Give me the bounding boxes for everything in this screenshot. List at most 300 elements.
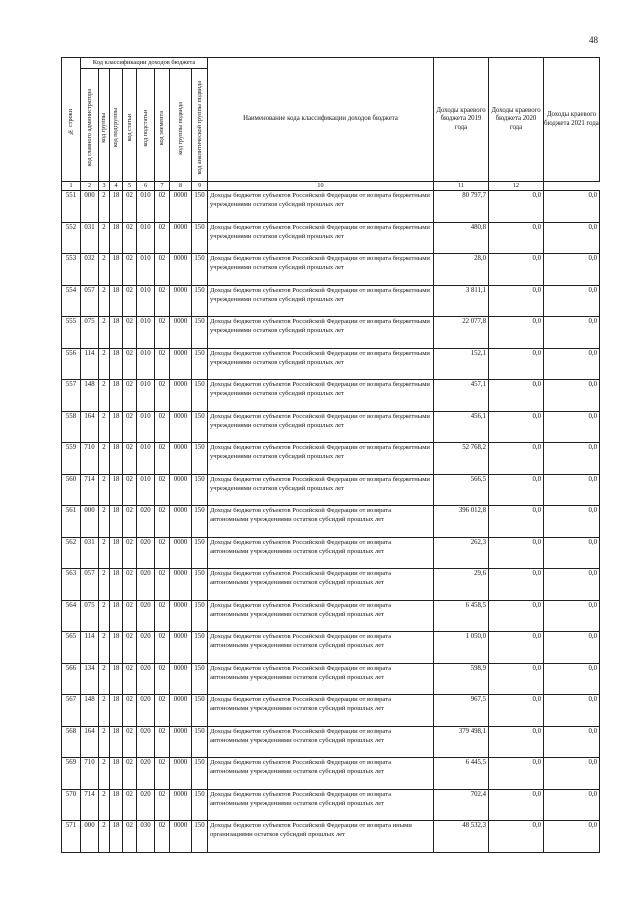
row-number-cell: 563 <box>62 569 81 601</box>
analytic-group-code-cell: 150 <box>192 537 208 569</box>
column-index-cell: 1 <box>62 182 81 191</box>
article-code-cell: 02 <box>123 411 137 443</box>
income-2020-cell: 0,0 <box>489 348 544 380</box>
subtype-group-code-cell: 0000 <box>170 537 192 569</box>
code-name-cell: Доходы бюджетов субъектов Российской Федерации от возврата бюджетными учреждениями остатков субсидий прошлых лет <box>208 474 434 506</box>
column-index-cell: 11 <box>434 182 489 191</box>
subgroup-code-cell: 18 <box>110 789 123 821</box>
income-2020-cell: 0,0 <box>489 821 544 853</box>
analytic-group-code-cell: 150 <box>192 380 208 412</box>
subtype-group-code-cell: 0000 <box>170 506 192 538</box>
row-number-cell: 569 <box>62 758 81 790</box>
column-index-cell: 12 <box>489 182 544 191</box>
subtype-group-code-cell: 0000 <box>170 695 192 727</box>
income-2019-cell: 457,1 <box>434 380 489 412</box>
row-number-cell: 554 <box>62 285 81 317</box>
income-2021-cell: 0,0 <box>544 285 600 317</box>
subtype-group-code-cell: 0000 <box>170 348 192 380</box>
subgroup-code-cell: 18 <box>110 663 123 695</box>
group-code-cell: 2 <box>99 695 110 727</box>
subarticle-code-cell: 010 <box>137 443 155 475</box>
article-code-cell: 02 <box>123 506 137 538</box>
analytic-group-code-cell: 150 <box>192 663 208 695</box>
subgroup-code-cell: 18 <box>110 317 123 349</box>
subarticle-code-cell: 010 <box>137 411 155 443</box>
subtype-group-code-cell: 0000 <box>170 411 192 443</box>
column-index-cell: 7 <box>155 182 170 191</box>
subtype-group-code-cell: 0000 <box>170 222 192 254</box>
row-number-cell: 568 <box>62 726 81 758</box>
code-name-cell: Доходы бюджетов субъектов Российской Федерации от возврата автономными учреждениями остатков субсидий прошлых лет <box>208 695 434 727</box>
income-2021-cell: 0,0 <box>544 600 600 632</box>
income-2020-cell: 0,0 <box>489 632 544 664</box>
analytic-group-code-cell: 150 <box>192 695 208 727</box>
income-2021-cell: 0,0 <box>544 789 600 821</box>
subarticle-code-cell: 010 <box>137 474 155 506</box>
element-code-cell: 02 <box>155 443 170 475</box>
income-2020-cell: 0,0 <box>489 474 544 506</box>
article-code-cell: 02 <box>123 695 137 727</box>
income-2021-cell: 0,0 <box>544 474 600 506</box>
table-row <box>62 663 600 695</box>
admin-code-cell: 075 <box>81 317 99 349</box>
subarticle-code-cell: 020 <box>137 758 155 790</box>
column-index-cell: 5 <box>123 182 137 191</box>
subarticle-code-cell: 020 <box>137 789 155 821</box>
article-code-cell: 02 <box>123 443 137 475</box>
table-row <box>62 726 600 758</box>
group-code-cell: 2 <box>99 537 110 569</box>
admin-code-cell: 710 <box>81 758 99 790</box>
subtype-group-code-cell: 0000 <box>170 758 192 790</box>
income-2020-cell: 0,0 <box>489 254 544 286</box>
code-name-cell: Доходы бюджетов субъектов Российской Федерации от возврата автономными учреждениями остатков субсидий прошлых лет <box>208 632 434 664</box>
header-subgroup-code: код подгруппы <box>110 69 123 182</box>
table-row <box>62 695 600 727</box>
code-name-cell: Доходы бюджетов субъектов Российской Федерации от возврата бюджетными учреждениями остатков субсидий прошлых лет <box>208 222 434 254</box>
subarticle-code-cell: 020 <box>137 537 155 569</box>
article-code-cell: 02 <box>123 789 137 821</box>
code-name-cell: Доходы бюджетов субъектов Российской Федерации от возврата бюджетными учреждениями остатков субсидий прошлых лет <box>208 191 434 223</box>
admin-code-cell: 057 <box>81 569 99 601</box>
element-code-cell: 02 <box>155 222 170 254</box>
subgroup-code-cell: 18 <box>110 726 123 758</box>
subtype-group-code-cell: 0000 <box>170 443 192 475</box>
element-code-cell: 02 <box>155 789 170 821</box>
table-row <box>62 285 600 317</box>
code-name-cell: Доходы бюджетов субъектов Российской Федерации от возврата бюджетными учреждениями остатков субсидий прошлых лет <box>208 443 434 475</box>
row-number-cell: 567 <box>62 695 81 727</box>
table-row <box>62 506 600 538</box>
header-article-code: код статьи <box>123 69 137 182</box>
group-code-cell: 2 <box>99 506 110 538</box>
group-code-cell: 2 <box>99 821 110 853</box>
header-group-code: код группы <box>99 69 110 182</box>
row-number-cell: 571 <box>62 821 81 853</box>
header-code-name: Наименование кода классификации доходов бюджета <box>208 58 434 182</box>
admin-code-cell: 032 <box>81 254 99 286</box>
subtype-group-code-cell: 0000 <box>170 789 192 821</box>
subgroup-code-cell: 18 <box>110 222 123 254</box>
group-code-cell: 2 <box>99 758 110 790</box>
income-2019-cell: 598,9 <box>434 663 489 695</box>
code-name-cell: Доходы бюджетов субъектов Российской Федерации от возврата автономными учреждениями остатков субсидий прошлых лет <box>208 663 434 695</box>
group-code-cell: 2 <box>99 411 110 443</box>
subgroup-code-cell: 18 <box>110 695 123 727</box>
subarticle-code-cell: 010 <box>137 317 155 349</box>
income-2019-cell: 1 050,0 <box>434 632 489 664</box>
income-2020-cell: 0,0 <box>489 411 544 443</box>
income-2020-cell: 0,0 <box>489 191 544 223</box>
income-2019-cell: 702,4 <box>434 789 489 821</box>
article-code-cell: 02 <box>123 474 137 506</box>
subtype-group-code-cell: 0000 <box>170 600 192 632</box>
subtype-group-code-cell: 0000 <box>170 726 192 758</box>
column-index-cell: 4 <box>110 182 123 191</box>
admin-code-cell: 114 <box>81 632 99 664</box>
subarticle-code-cell: 010 <box>137 222 155 254</box>
income-2019-cell: 3 811,1 <box>434 285 489 317</box>
page-number: 48 <box>589 35 598 45</box>
analytic-group-code-cell: 150 <box>192 285 208 317</box>
group-code-cell: 2 <box>99 600 110 632</box>
header-admin-code: код главного администратора <box>81 69 99 182</box>
income-2019-cell: 80 797,7 <box>434 191 489 223</box>
table-row <box>62 789 600 821</box>
income-2019-cell: 396 012,8 <box>434 506 489 538</box>
income-2020-cell: 0,0 <box>489 443 544 475</box>
income-2021-cell: 0,0 <box>544 726 600 758</box>
subtype-group-code-cell: 0000 <box>170 632 192 664</box>
element-code-cell: 02 <box>155 537 170 569</box>
code-name-cell: Доходы бюджетов субъектов Российской Федерации от возврата бюджетными учреждениями остатков субсидий прошлых лет <box>208 348 434 380</box>
element-code-cell: 02 <box>155 821 170 853</box>
code-name-cell: Доходы бюджетов субъектов Российской Федерации от возврата автономными учреждениями остатков субсидий прошлых лет <box>208 726 434 758</box>
subgroup-code-cell: 18 <box>110 821 123 853</box>
column-index-cell: 10 <box>208 182 434 191</box>
code-name-cell: Доходы бюджетов субъектов Российской Федерации от возврата автономными учреждениями остатков субсидий прошлых лет <box>208 569 434 601</box>
article-code-cell: 02 <box>123 758 137 790</box>
subarticle-code-cell: 020 <box>137 569 155 601</box>
row-number-cell: 553 <box>62 254 81 286</box>
element-code-cell: 02 <box>155 663 170 695</box>
admin-code-cell: 148 <box>81 380 99 412</box>
subtype-group-code-cell: 0000 <box>170 663 192 695</box>
income-2020-cell: 0,0 <box>489 222 544 254</box>
element-code-cell: 02 <box>155 695 170 727</box>
admin-code-cell: 114 <box>81 348 99 380</box>
article-code-cell: 02 <box>123 821 137 853</box>
row-number-cell: 570 <box>62 789 81 821</box>
analytic-group-code-cell: 150 <box>192 411 208 443</box>
admin-code-cell: 714 <box>81 789 99 821</box>
admin-code-cell: 000 <box>81 191 99 223</box>
column-index-cell: 6 <box>137 182 155 191</box>
income-2021-cell: 0,0 <box>544 348 600 380</box>
subgroup-code-cell: 18 <box>110 506 123 538</box>
income-2021-cell: 0,0 <box>544 443 600 475</box>
income-2020-cell: 0,0 <box>489 600 544 632</box>
group-code-cell: 2 <box>99 348 110 380</box>
admin-code-cell: 710 <box>81 443 99 475</box>
analytic-group-code-cell: 150 <box>192 600 208 632</box>
table-row <box>62 632 600 664</box>
admin-code-cell: 134 <box>81 663 99 695</box>
row-number-cell: 552 <box>62 222 81 254</box>
subgroup-code-cell: 18 <box>110 537 123 569</box>
element-code-cell: 02 <box>155 569 170 601</box>
column-index-cell: 2 <box>81 182 99 191</box>
subtype-group-code-cell: 0000 <box>170 380 192 412</box>
article-code-cell: 02 <box>123 285 137 317</box>
group-code-cell: 2 <box>99 380 110 412</box>
table-row <box>62 191 600 223</box>
analytic-group-code-cell: 150 <box>192 191 208 223</box>
income-2020-cell: 0,0 <box>489 789 544 821</box>
analytic-group-code-cell: 150 <box>192 474 208 506</box>
header-analytic-group-code: код аналитической группы подвида <box>192 69 208 182</box>
group-code-cell: 2 <box>99 254 110 286</box>
admin-code-cell: 031 <box>81 222 99 254</box>
subarticle-code-cell: 020 <box>137 506 155 538</box>
article-code-cell: 02 <box>123 663 137 695</box>
column-index-cell: 3 <box>99 182 110 191</box>
group-code-cell: 2 <box>99 569 110 601</box>
element-code-cell: 02 <box>155 317 170 349</box>
article-code-cell: 02 <box>123 726 137 758</box>
income-2021-cell: 0,0 <box>544 632 600 664</box>
income-2021-cell: 0,0 <box>544 222 600 254</box>
row-number-cell: 558 <box>62 411 81 443</box>
subgroup-code-cell: 18 <box>110 600 123 632</box>
income-2020-cell: 0,0 <box>489 726 544 758</box>
subgroup-code-cell: 18 <box>110 348 123 380</box>
table-row <box>62 821 600 853</box>
income-2021-cell: 0,0 <box>544 411 600 443</box>
element-code-cell: 02 <box>155 380 170 412</box>
subarticle-code-cell: 020 <box>137 663 155 695</box>
column-index-cell: 8 <box>170 182 192 191</box>
table-row <box>62 411 600 443</box>
element-code-cell: 02 <box>155 600 170 632</box>
income-2019-cell: 52 768,2 <box>434 443 489 475</box>
subtype-group-code-cell: 0000 <box>170 569 192 601</box>
code-name-cell: Доходы бюджетов субъектов Российской Федерации от возврата бюджетными учреждениями остатков субсидий прошлых лет <box>208 285 434 317</box>
row-number-cell: 555 <box>62 317 81 349</box>
element-code-cell: 02 <box>155 285 170 317</box>
analytic-group-code-cell: 150 <box>192 726 208 758</box>
code-name-cell: Доходы бюджетов субъектов Российской Федерации от возврата автономными учреждениями остатков субсидий прошлых лет <box>208 789 434 821</box>
analytic-group-code-cell: 150 <box>192 222 208 254</box>
group-code-cell: 2 <box>99 317 110 349</box>
admin-code-cell: 148 <box>81 695 99 727</box>
element-code-cell: 02 <box>155 758 170 790</box>
element-code-cell: 02 <box>155 254 170 286</box>
income-2021-cell: 0,0 <box>544 569 600 601</box>
table-row <box>62 254 600 286</box>
header-income-2021: Доходы краевого бюджета 2021 года <box>544 58 600 182</box>
table-body <box>62 191 600 853</box>
column-index-row <box>62 182 600 191</box>
analytic-group-code-cell: 150 <box>192 758 208 790</box>
income-2021-cell: 0,0 <box>544 758 600 790</box>
analytic-group-code-cell: 150 <box>192 569 208 601</box>
admin-code-cell: 075 <box>81 600 99 632</box>
income-2021-cell: 0,0 <box>544 254 600 286</box>
income-2021-cell: 0,0 <box>544 695 600 727</box>
article-code-cell: 02 <box>123 600 137 632</box>
income-2019-cell: 22 077,8 <box>434 317 489 349</box>
group-code-cell: 2 <box>99 632 110 664</box>
income-2020-cell: 0,0 <box>489 758 544 790</box>
admin-code-cell: 164 <box>81 411 99 443</box>
subarticle-code-cell: 020 <box>137 726 155 758</box>
row-number-cell: 562 <box>62 537 81 569</box>
income-2019-cell: 379 498,1 <box>434 726 489 758</box>
income-2020-cell: 0,0 <box>489 506 544 538</box>
table-row <box>62 222 600 254</box>
group-code-cell: 2 <box>99 663 110 695</box>
analytic-group-code-cell: 150 <box>192 443 208 475</box>
header-subarticle-code: код подстатьи <box>137 69 155 182</box>
analytic-group-code-cell: 150 <box>192 254 208 286</box>
header-income-2019: Доходы краевого бюджета 2019 года <box>434 58 489 182</box>
code-name-cell: Доходы бюджетов субъектов Российской Федерации от возврата автономными учреждениями остатков субсидий прошлых лет <box>208 506 434 538</box>
row-number-cell: 564 <box>62 600 81 632</box>
header-classification-group: Код классификации доходов бюджета <box>81 58 208 69</box>
table-row <box>62 348 600 380</box>
subtype-group-code-cell: 0000 <box>170 317 192 349</box>
article-code-cell: 02 <box>123 348 137 380</box>
income-2019-cell: 152,1 <box>434 348 489 380</box>
income-2019-cell: 480,8 <box>434 222 489 254</box>
admin-code-cell: 164 <box>81 726 99 758</box>
subarticle-code-cell: 010 <box>137 254 155 286</box>
subgroup-code-cell: 18 <box>110 569 123 601</box>
group-code-cell: 2 <box>99 726 110 758</box>
income-2021-cell: 0,0 <box>544 317 600 349</box>
header-element-code: код элемента <box>155 69 170 182</box>
income-2019-cell: 28,0 <box>434 254 489 286</box>
admin-code-cell: 031 <box>81 537 99 569</box>
income-2019-cell: 48 532,3 <box>434 821 489 853</box>
code-name-cell: Доходы бюджетов субъектов Российской Федерации от возврата автономными учреждениями остатков субсидий прошлых лет <box>208 600 434 632</box>
element-code-cell: 02 <box>155 506 170 538</box>
income-2020-cell: 0,0 <box>489 537 544 569</box>
row-number-cell: 557 <box>62 380 81 412</box>
element-code-cell: 02 <box>155 632 170 664</box>
article-code-cell: 02 <box>123 537 137 569</box>
subgroup-code-cell: 18 <box>110 632 123 664</box>
income-2019-cell: 262,3 <box>434 537 489 569</box>
income-2020-cell: 0,0 <box>489 317 544 349</box>
subgroup-code-cell: 18 <box>110 380 123 412</box>
code-name-cell: Доходы бюджетов субъектов Российской Федерации от возврата бюджетными учреждениями остатков субсидий прошлых лет <box>208 317 434 349</box>
analytic-group-code-cell: 150 <box>192 821 208 853</box>
income-2021-cell: 0,0 <box>544 537 600 569</box>
income-2020-cell: 0,0 <box>489 663 544 695</box>
income-2020-cell: 0,0 <box>489 569 544 601</box>
element-code-cell: 02 <box>155 726 170 758</box>
header-row-number: № строки <box>62 58 81 182</box>
subtype-group-code-cell: 0000 <box>170 821 192 853</box>
analytic-group-code-cell: 150 <box>192 789 208 821</box>
article-code-cell: 02 <box>123 222 137 254</box>
income-2020-cell: 0,0 <box>489 380 544 412</box>
subarticle-code-cell: 020 <box>137 632 155 664</box>
analytic-group-code-cell: 150 <box>192 317 208 349</box>
group-code-cell: 2 <box>99 789 110 821</box>
table-row <box>62 600 600 632</box>
code-name-cell: Доходы бюджетов субъектов Российской Федерации от возврата бюджетными учреждениями остатков субсидий прошлых лет <box>208 380 434 412</box>
income-2020-cell: 0,0 <box>489 285 544 317</box>
table-row <box>62 537 600 569</box>
analytic-group-code-cell: 150 <box>192 506 208 538</box>
row-number-cell: 560 <box>62 474 81 506</box>
row-number-cell: 556 <box>62 348 81 380</box>
code-name-cell: Доходы бюджетов субъектов Российской Федерации от возврата бюджетными учреждениями остатков субсидий прошлых лет <box>208 411 434 443</box>
admin-code-cell: 057 <box>81 285 99 317</box>
subarticle-code-cell: 010 <box>137 285 155 317</box>
admin-code-cell: 000 <box>81 506 99 538</box>
subtype-group-code-cell: 0000 <box>170 474 192 506</box>
analytic-group-code-cell: 150 <box>192 632 208 664</box>
table-row <box>62 317 600 349</box>
code-name-cell: Доходы бюджетов субъектов Российской Федерации от возврата автономными учреждениями остатков субсидий прошлых лет <box>208 758 434 790</box>
element-code-cell: 02 <box>155 474 170 506</box>
subgroup-code-cell: 18 <box>110 443 123 475</box>
income-2019-cell: 6 445,5 <box>434 758 489 790</box>
table-row <box>62 569 600 601</box>
subgroup-code-cell: 18 <box>110 191 123 223</box>
table-row <box>62 758 600 790</box>
table-row <box>62 474 600 506</box>
income-2019-cell: 29,6 <box>434 569 489 601</box>
subarticle-code-cell: 010 <box>137 191 155 223</box>
row-number-cell: 551 <box>62 191 81 223</box>
subarticle-code-cell: 010 <box>137 348 155 380</box>
income-2021-cell: 0,0 <box>544 821 600 853</box>
income-2020-cell: 0,0 <box>489 695 544 727</box>
subarticle-code-cell: 010 <box>137 380 155 412</box>
income-2021-cell: 0,0 <box>544 380 600 412</box>
article-code-cell: 02 <box>123 569 137 601</box>
article-code-cell: 02 <box>123 380 137 412</box>
income-2019-cell: 6 458,5 <box>434 600 489 632</box>
table-row <box>62 443 600 475</box>
subarticle-code-cell: 020 <box>137 600 155 632</box>
article-code-cell: 02 <box>123 632 137 664</box>
subgroup-code-cell: 18 <box>110 254 123 286</box>
column-index-cell: 9 <box>192 182 208 191</box>
income-2019-cell: 967,5 <box>434 695 489 727</box>
budget-income-table <box>61 57 600 853</box>
subarticle-code-cell: 030 <box>137 821 155 853</box>
row-number-cell: 565 <box>62 632 81 664</box>
article-code-cell: 02 <box>123 317 137 349</box>
header-subtype-group-code: код группы подвида <box>170 69 192 182</box>
table-header <box>62 58 600 191</box>
table-row <box>62 380 600 412</box>
subgroup-code-cell: 18 <box>110 285 123 317</box>
income-2019-cell: 566,5 <box>434 474 489 506</box>
element-code-cell: 02 <box>155 348 170 380</box>
income-2021-cell: 0,0 <box>544 663 600 695</box>
subgroup-code-cell: 18 <box>110 411 123 443</box>
subgroup-code-cell: 18 <box>110 474 123 506</box>
group-code-cell: 2 <box>99 191 110 223</box>
row-number-cell: 559 <box>62 443 81 475</box>
